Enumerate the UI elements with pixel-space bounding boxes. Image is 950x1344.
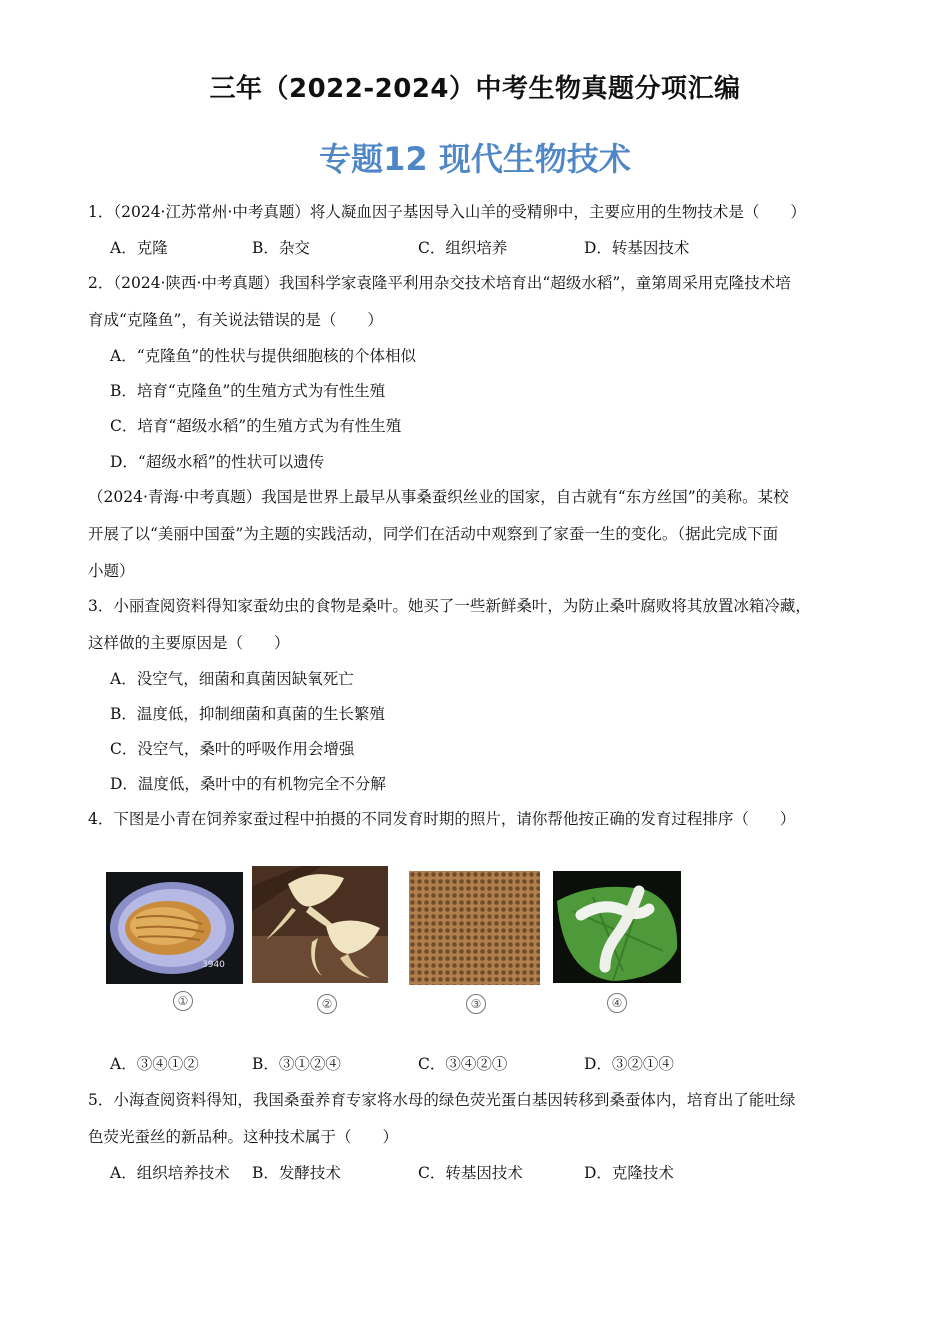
question-1-option-b: B．杂交 [252,239,310,257]
question-5-option-b: B．发酵技术 [252,1164,341,1182]
question-2-option-d: D．“超级水稻”的性状可以遗传 [110,453,325,471]
question-1-stem: 1．（2024·江苏常州·中考真题）将人凝血因子基因导入山羊的受精卵中，主要应用的生物技术是（ ） [88,203,806,221]
question-4-stem: 4．下图是小青在饲养家蚕过程中拍摄的不同发育时期的照片，请你帮他按正确的发育过程排序（ ） [88,810,796,828]
photo-silk-moths [252,866,388,983]
question-3-stem-line-1: 3．小丽查阅资料得知家蚕幼虫的食物是桑叶。她买了一些新鲜桑叶，为防止桑叶腐败将其放置冰箱冷藏， [88,597,811,615]
question-4-option-a: A．③④①② [110,1055,199,1073]
question-1-option-d: D．转基因技术 [584,239,690,257]
question-3-option-a: A．没空气，细菌和真菌因缺氧死亡 [110,670,354,688]
question-4-option-b: B．③①②④ [252,1055,341,1073]
question-1-option-c: C．组织培养 [418,239,508,257]
document-title: 三年（2022-2024）中考生物真题分项汇编 [209,74,741,104]
photo-pupa-in-cocoon [106,872,243,984]
topic-title: 专题12 现代生物技术 [319,140,631,178]
question-5-stem-line-1: 5．小海查阅资料得知，我国桑蚕养育专家将水母的绿色荧光蛋白基因转移到桑蚕体内，培育出了能吐绿 [88,1091,796,1109]
question-5-option-c: C．转基因技术 [418,1164,523,1182]
svg-text:3940: 3940 [202,960,225,970]
photo-label-2: ② [317,994,337,1014]
photo-silkworm-eggs [409,871,540,985]
question-5-option-a: A．组织培养技术 [110,1164,230,1182]
question-3-option-b: B．温度低，抑制细菌和真菌的生长繁殖 [110,705,385,723]
photo-silkworm-larvae [553,871,681,983]
question-2-option-c: C．培育“超级水稻”的生殖方式为有性生殖 [110,417,402,435]
passage-line-1: （2024·青海·中考真题）我国是世界上最早从事桑蚕织丝业的国家，自古就有“东方丝国”的美称。某校 [88,488,789,506]
question-2-stem-line-2: 育成“克隆鱼”，有关说法错误的是（ ） [88,311,383,329]
question-2-stem-line-1: 2．（2024·陕西·中考真题）我国科学家袁隆平利用杂交技术培育出“超级水稻”，童第周采用克隆技术培 [88,274,791,292]
question-3-option-d: D．温度低，桑叶中的有机物完全不分解 [110,775,386,793]
question-1-option-a: A．克隆 [110,239,168,257]
question-3-option-c: C．没空气，桑叶的呼吸作用会增强 [110,740,355,758]
question-5-option-d: D．克隆技术 [584,1164,674,1182]
question-2-option-b: B．培育“克隆鱼”的生殖方式为有性生殖 [110,382,386,400]
passage-line-3: 小题） [88,562,135,580]
photo-label-4: ④ [607,993,627,1013]
question-4-option-d: D．③②①④ [584,1055,674,1073]
passage-line-2: 开展了以“美丽中国蚕”为主题的实践活动，同学们在活动中观察到了家蚕一生的变化。（据此完成下面 [88,525,779,543]
question-2-option-a: A．“克隆鱼”的性状与提供细胞核的个体相似 [110,347,417,365]
question-4-option-c: C．③④②① [418,1055,508,1073]
photo-label-1: ① [173,991,193,1011]
question-5-stem-line-2: 色荧光蚕丝的新品种。这种技术属于（ ） [88,1128,399,1146]
question-3-stem-line-2: 这样做的主要原因是（ ） [88,634,290,652]
photo-label-3: ③ [466,994,486,1014]
